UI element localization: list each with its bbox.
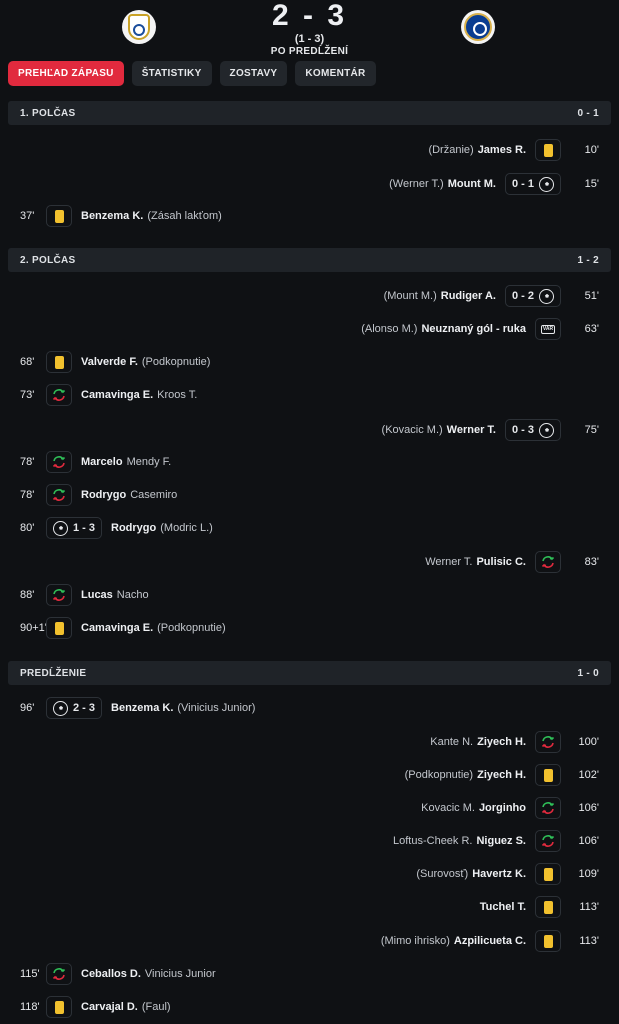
event-minute: 109'	[578, 868, 599, 880]
player-name: Ceballos D.	[81, 968, 141, 980]
event-row-substitution[interactable]	[0, 581, 619, 609]
substitution-icon	[51, 966, 67, 982]
section-header	[8, 101, 611, 125]
yellow-card-indicator	[535, 896, 561, 918]
substitution-indicator	[535, 551, 561, 573]
event-row-substitution[interactable]	[0, 728, 619, 756]
event-row-yellow-card[interactable]	[0, 893, 619, 921]
player-name: Azpilicueta C.	[453, 935, 526, 947]
event-detail: (Faul)	[141, 1001, 171, 1013]
substitution-icon	[540, 734, 556, 750]
soccer-ball-icon	[539, 423, 554, 438]
tab-statistics[interactable]: ŠTATISTIKY	[132, 61, 212, 86]
event-row-substitution[interactable]	[0, 794, 619, 822]
match-header	[0, 0, 619, 58]
yellow-card-icon	[55, 1001, 64, 1014]
player-name: Camavinga E.	[81, 622, 154, 634]
event-detail: (Modric L.)	[160, 522, 213, 534]
event-minute: 75'	[584, 424, 599, 436]
player-name: Rodrygo	[81, 489, 127, 501]
ball-pattern-icon	[56, 703, 66, 713]
substitution-indicator	[535, 830, 561, 852]
yellow-card-indicator	[535, 863, 561, 885]
event-minute: 37'	[20, 210, 35, 222]
match-score: 2 - 3	[271, 0, 348, 32]
ball-pattern-icon	[56, 523, 66, 533]
event-row-substitution[interactable]	[0, 481, 619, 509]
event-minute: 51'	[584, 290, 599, 302]
player-name: Niguez S.	[476, 835, 526, 847]
yellow-card-indicator	[46, 996, 72, 1018]
yellow-card-icon	[55, 356, 64, 369]
event-detail: (Vinicius Junior)	[177, 702, 256, 714]
event-minute: 78'	[20, 489, 35, 501]
tab-match-summary[interactable]: PREHĽAD ZÁPASU	[8, 61, 124, 86]
event-row-goal[interactable]	[0, 282, 619, 310]
soccer-ball-icon	[53, 701, 68, 716]
substitution-indicator	[535, 797, 561, 819]
player-name: Jorginho	[478, 802, 526, 814]
substitution-icon	[540, 554, 556, 570]
event-minute: 113'	[579, 935, 599, 947]
substitution-indicator	[46, 584, 72, 606]
event-row-yellow-card[interactable]	[0, 761, 619, 789]
section-score: 1 - 0	[577, 667, 599, 679]
event-detail: (Podkopnutie)	[141, 356, 211, 368]
match-status: PO PREDĹŽENÍ	[270, 46, 349, 57]
player-name: Benzema K.	[81, 210, 144, 222]
event-row-substitution[interactable]	[0, 448, 619, 476]
substitution-icon	[540, 800, 556, 816]
substitution-indicator	[46, 963, 72, 985]
yellow-card-indicator	[535, 930, 561, 952]
event-minute: 102'	[578, 769, 599, 781]
event-row-var[interactable]	[0, 315, 619, 343]
event-detail: (Mount M.)	[383, 290, 437, 302]
event-row-substitution[interactable]	[0, 548, 619, 576]
event-minute: 78'	[20, 456, 35, 468]
event-detail: Werner T.	[425, 556, 473, 568]
goal-indicator	[46, 517, 102, 539]
soccer-ball-icon	[539, 289, 554, 304]
substitution-indicator	[46, 451, 72, 473]
section-header	[8, 661, 611, 685]
substitution-indicator	[46, 384, 72, 406]
substitution-indicator	[535, 731, 561, 753]
goal-indicator	[46, 697, 102, 719]
yellow-card-icon	[544, 144, 553, 157]
event-minute: 100'	[578, 736, 599, 748]
yellow-card-indicator	[535, 764, 561, 786]
yellow-card-icon	[544, 901, 553, 914]
event-detail: Vinicius Junior	[144, 968, 216, 980]
player-name: James R.	[477, 144, 526, 156]
tab-lineups[interactable]: ZOSTAVY	[220, 61, 288, 86]
event-detail: (Držanie)	[428, 144, 474, 156]
player-name: Mount M.	[447, 178, 496, 190]
event-detail: (Kovacic M.)	[381, 424, 443, 436]
event-minute: 106'	[578, 802, 599, 814]
player-name: Marcelo	[81, 456, 123, 468]
yellow-card-indicator	[535, 139, 561, 161]
ball-pattern-icon	[542, 291, 552, 301]
player-name: Pulisic C.	[476, 556, 526, 568]
player-name: Neuznaný gól - ruka	[421, 323, 526, 335]
tab-bar	[8, 61, 376, 86]
event-minute: 115'	[20, 968, 40, 980]
event-detail: Kroos T.	[157, 389, 198, 401]
player-name: Havertz K.	[472, 868, 526, 880]
event-row-yellow-card[interactable]	[0, 993, 619, 1021]
event-detail: (Werner T.)	[389, 178, 444, 190]
yellow-card-indicator	[46, 351, 72, 373]
player-name: Carvajal D.	[81, 1001, 138, 1013]
var-indicator	[535, 318, 561, 340]
event-minute: 68'	[20, 356, 35, 368]
player-name: Ziyech H.	[477, 769, 526, 781]
event-row-goal[interactable]	[0, 694, 619, 722]
event-row-substitution[interactable]	[0, 381, 619, 409]
event-minute: 113'	[579, 901, 599, 913]
event-minute: 106'	[578, 835, 599, 847]
event-minute: 90+1'	[20, 622, 47, 634]
event-detail: Kante N.	[430, 736, 474, 748]
goal-score: 0 - 2	[511, 290, 534, 302]
away-team-crest[interactable]	[461, 10, 495, 44]
event-detail: Loftus-Cheek R.	[393, 835, 473, 847]
goal-score: 0 - 3	[511, 424, 534, 436]
event-minute: 118'	[20, 1001, 40, 1013]
event-minute: 80'	[20, 522, 35, 534]
player-name: Valverde F.	[81, 356, 138, 368]
chelsea-crest-icon	[464, 13, 492, 41]
player-name: Rudiger A.	[440, 290, 496, 302]
event-detail: (Mimo ihrisko)	[380, 935, 450, 947]
soccer-ball-icon	[53, 521, 68, 536]
event-row-yellow-card[interactable]	[0, 860, 619, 888]
section-title: PREDĹŽENIE	[20, 667, 87, 679]
section-title: 1. POLČAS	[20, 107, 76, 119]
event-row-yellow-card[interactable]	[0, 348, 619, 376]
goal-score: 1 - 3	[73, 522, 96, 534]
event-minute: 63'	[584, 323, 599, 335]
substitution-indicator	[46, 484, 72, 506]
event-minute: 96'	[20, 702, 35, 714]
goal-indicator	[505, 173, 561, 195]
yellow-card-indicator	[46, 617, 72, 639]
event-detail: Nacho	[116, 589, 149, 601]
player-name: Lucas	[81, 589, 113, 601]
section-score: 1 - 2	[577, 254, 599, 266]
event-row-yellow-card[interactable]	[0, 202, 619, 230]
event-detail: Kovacic M.	[421, 802, 475, 814]
yellow-card-indicator	[46, 205, 72, 227]
yellow-card-icon	[55, 210, 64, 223]
event-minute: 10'	[584, 144, 599, 156]
event-minute: 83'	[584, 556, 599, 568]
yellow-card-icon	[55, 622, 64, 635]
section-title: 2. POLČAS	[20, 254, 76, 266]
goal-score: 0 - 1	[511, 178, 534, 190]
yellow-card-icon	[544, 868, 553, 881]
yellow-card-icon	[544, 769, 553, 782]
event-row-goal[interactable]	[0, 170, 619, 198]
tab-commentary[interactable]: KOMENTÁR	[295, 61, 375, 86]
player-name: Rodrygo	[111, 522, 157, 534]
soccer-ball-icon	[539, 177, 554, 192]
event-detail: (Podkopnutie)	[404, 769, 474, 781]
event-row-yellow-card[interactable]	[0, 136, 619, 164]
event-minute: 73'	[20, 389, 35, 401]
event-detail: Casemiro	[130, 489, 178, 501]
substitution-icon	[540, 833, 556, 849]
aggregate-score: (1 - 3)	[294, 33, 325, 45]
substitution-icon	[51, 454, 67, 470]
ball-pattern-icon	[542, 425, 552, 435]
event-row-yellow-card[interactable]	[0, 927, 619, 955]
section-header	[8, 248, 611, 272]
event-row-goal[interactable]	[0, 416, 619, 444]
player-name: Benzema K.	[111, 702, 174, 714]
event-detail: (Surovosť)	[416, 868, 469, 880]
goal-score: 2 - 3	[73, 702, 96, 714]
event-detail: (Zásah lakťom)	[147, 210, 222, 222]
substitution-icon	[51, 387, 67, 403]
player-name: Werner T.	[446, 424, 496, 436]
player-name: Ziyech H.	[477, 736, 526, 748]
goal-indicator	[505, 419, 561, 441]
event-minute: 88'	[20, 589, 35, 601]
event-detail: (Podkopnutie)	[157, 622, 226, 634]
event-row-substitution[interactable]	[0, 827, 619, 855]
section-score: 0 - 1	[577, 107, 599, 119]
event-detail: (Alonso M.)	[361, 323, 418, 335]
var-icon: VAR	[542, 325, 554, 332]
goal-indicator	[505, 285, 561, 307]
yellow-card-icon	[544, 935, 553, 948]
substitution-icon	[51, 587, 67, 603]
player-name: Tuchel T.	[479, 901, 526, 913]
event-row-substitution[interactable]	[0, 960, 619, 988]
event-row-yellow-card[interactable]	[0, 614, 619, 642]
event-row-goal[interactable]	[0, 514, 619, 542]
player-name: Camavinga E.	[81, 389, 154, 401]
event-minute: 15'	[584, 178, 599, 190]
event-detail: Mendy F.	[126, 456, 172, 468]
substitution-icon	[51, 487, 67, 503]
ball-pattern-icon	[542, 179, 552, 189]
